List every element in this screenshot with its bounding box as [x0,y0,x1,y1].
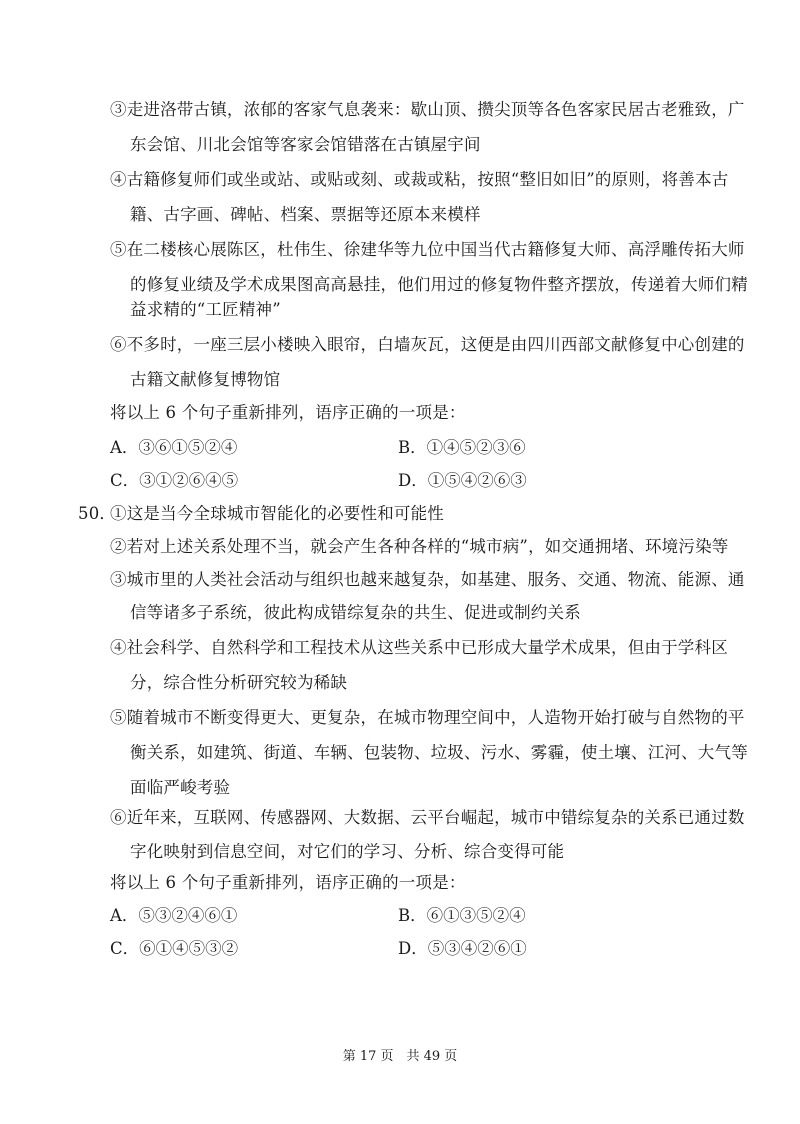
q50-item1: ①这是当今全球城市智能化的必要性和可能性 [110,504,444,523]
q49-item3-line2: 东会馆、川北会馆等客家会馆错落在古镇屋宇间 [130,135,481,154]
q50-item5-line3: 面临严峻考验 [130,778,231,797]
q50-item3-line1: ③城市里的人类社会活动与组织也越来越复杂，如基建、服务、交通、物流、能源、通 [110,570,745,589]
q50-item6-line2: 字化映射到信息空间，对它们的学习、分析、综合变得可能 [130,842,565,861]
q49-item3-line1: ③走进洛带古镇，浓郁的客家气息袭来：歇山顶、攒尖顶等各色客家民居古老雅致，广 [110,100,745,119]
q50-option-a: A．⑤③②④⑥① [110,906,238,925]
q50-item5-line1: ⑤随着城市不断变得更大、更复杂，在城市物理空间中，人造物开始打破与自然物的平 [110,708,745,727]
q50-option-d: D．⑤③④②⑥① [398,939,527,958]
q50-number: 50． [78,504,117,523]
page-number-footer: 第 17 页 共 49 页 [342,1049,458,1064]
q49-prompt: 将以上 6 个句子重新排列，语序正确的一项是： [110,403,466,422]
q50-item4-line2: 分，综合性分析研究较为稀缺 [130,673,348,692]
q49-item6-line1: ⑥不多时，一座三层小楼映入眼帘，白墙灰瓦，这便是由四川西部文献修复中心创建的 [110,335,745,354]
q50-item2: ②若对上述关系处理不当，就会产生各种各样的“城市病”，如交通拥堵、环境污染等 [110,537,729,556]
q50-item5-line2: 衡关系，如建筑、街道、车辆、包装物、垃圾、污水、雾霾，使土壤、江河、大气等 [130,743,748,762]
q49-option-c: C．③①②⑥④⑤ [110,471,239,490]
q49-item5-line3: 益求精的“工匠精神” [130,300,281,319]
q49-item5-line1: ⑤在二楼核心展陈区，杜伟生、徐建华等九位中国当代古籍修复大师、高浮雕传拓大师 [110,240,745,259]
q50-option-b: B．⑥①③⑤②④ [398,906,526,925]
q50-prompt: 将以上 6 个句子重新排列，语序正确的一项是： [110,873,466,892]
q50-item3-line2: 信等诸多子系统，彼此构成错综复杂的共生、促进或制约关系 [130,603,581,622]
q49-item4-line2: 籍、古字画、碑帖、档案、票据等还原本来模样 [130,205,481,224]
q49-item5-line2: 的修复业绩及学术成果图高高悬挂，他们用过的修复物件整齐摆放，传递着大师们精 [130,275,748,294]
q50-option-c: C．⑥①④⑤③② [110,939,239,958]
q49-item6-line2: 古籍文献修复博物馆 [130,370,281,389]
q49-item4-line1: ④古籍修复师们或坐或站、或贴或刻、或裁或粘，按照“整旧如旧”的原则，将善本古 [110,170,729,189]
q49-option-d: D．①⑤④②⑥③ [398,471,527,490]
q50-item6-line1: ⑥近年来，互联网、传感器网、大数据、云平台崛起，城市中错综复杂的关系已通过数 [110,808,745,827]
q49-option-a: A．③⑥①⑤②④ [110,438,238,457]
q49-option-b: B．①④⑤②③⑥ [398,438,526,457]
q50-item4-line1: ④社会科学、自然科学和工程技术从这些关系中已形成大量学术成果，但由于学科区 [110,638,728,657]
